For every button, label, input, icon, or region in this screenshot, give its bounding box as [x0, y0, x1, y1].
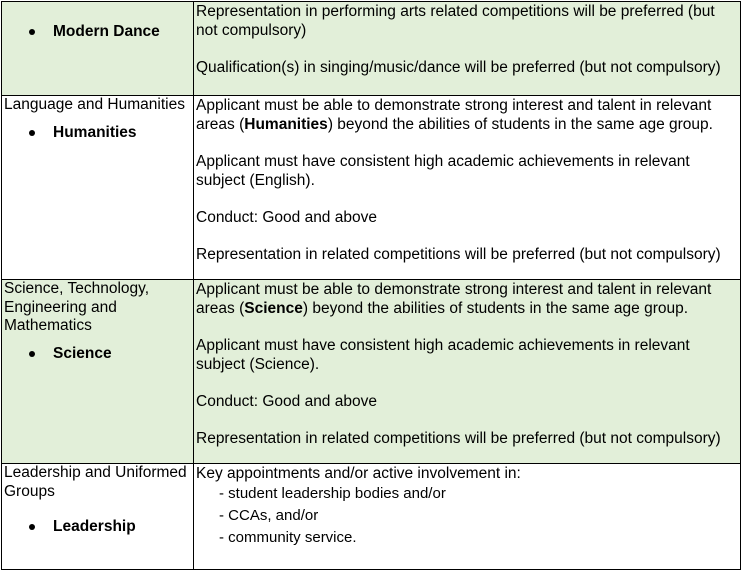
bullet-item [2, 123, 193, 143]
category-label: Science, Technology, [4, 280, 150, 297]
category-label: Mathematics [4, 317, 92, 334]
subcategory-label: Leadership [53, 518, 136, 535]
bullet-dot-icon [29, 524, 35, 530]
requirement-text: Key appointments and/or active involvement in: [196, 465, 521, 482]
list-item: - student leadership bodies and/or [219, 485, 446, 502]
emphasis-text: Humanities [244, 116, 328, 133]
table-row [2, 280, 741, 464]
requirements-cell [194, 464, 741, 570]
requirements-cell [194, 2, 741, 96]
list-item: - CCAs, and/or [219, 507, 319, 524]
category-label: Leadership and Uniformed [4, 464, 187, 481]
category-label: Engineering and [4, 298, 117, 316]
category-label: Groups [4, 482, 55, 500]
requirement-text: Conduct: Good and above [196, 209, 377, 226]
requirement-text: Representation in performing arts related competitions will be preferred (but not compulsory) [196, 3, 715, 39]
list-item: - community service. [219, 529, 357, 546]
bullet-dot-icon [29, 29, 35, 35]
involvement-list [194, 483, 740, 549]
requirement-text: Qualification(s) in singing/music/dance will be preferred (but not compulsory) [196, 59, 721, 76]
requirement-text: Applicant must have consistent high academic achievements in relevant subject (Science). [196, 337, 690, 373]
table-row [2, 96, 741, 280]
category-cell [2, 2, 194, 96]
requirement-text: Applicant must have consistent high academic achievements in relevant subject (English). [196, 153, 690, 189]
requirement-text: Representation in related competitions will be preferred (but not compulsory) [196, 246, 721, 263]
category-cell [2, 280, 194, 464]
criteria-table [1, 1, 741, 570]
subcategory-label: Humanities [53, 123, 137, 141]
requirement-text: Conduct: Good and above [196, 393, 377, 410]
category-cell [2, 464, 194, 570]
bullet-dot-icon [29, 130, 35, 136]
subcategory-label: Science [53, 344, 112, 362]
requirement-text: Applicant must be able to demonstrate strong interest and talent in relevant areas (Science) beyond the abilities of students in the same age group. [196, 281, 712, 317]
requirement-text: Representation in related competitions will be preferred (but not compulsory) [196, 430, 721, 447]
bullet-dot-icon [29, 351, 35, 357]
bullet-item [2, 517, 193, 537]
bullet-item [2, 22, 193, 42]
requirements-cell [194, 280, 741, 464]
category-label: Language and Humanities [4, 96, 185, 113]
requirement-text: Applicant must be able to demonstrate strong interest and talent in relevant areas (Humanities) beyond the abilities of students in the same age group. [196, 97, 713, 133]
bullet-item [2, 344, 193, 364]
emphasis-text: Science [244, 300, 303, 317]
requirements-cell [194, 96, 741, 280]
table-row [2, 2, 741, 96]
category-cell [2, 96, 194, 280]
subcategory-label: Modern Dance [53, 23, 160, 40]
table-row [2, 464, 741, 570]
